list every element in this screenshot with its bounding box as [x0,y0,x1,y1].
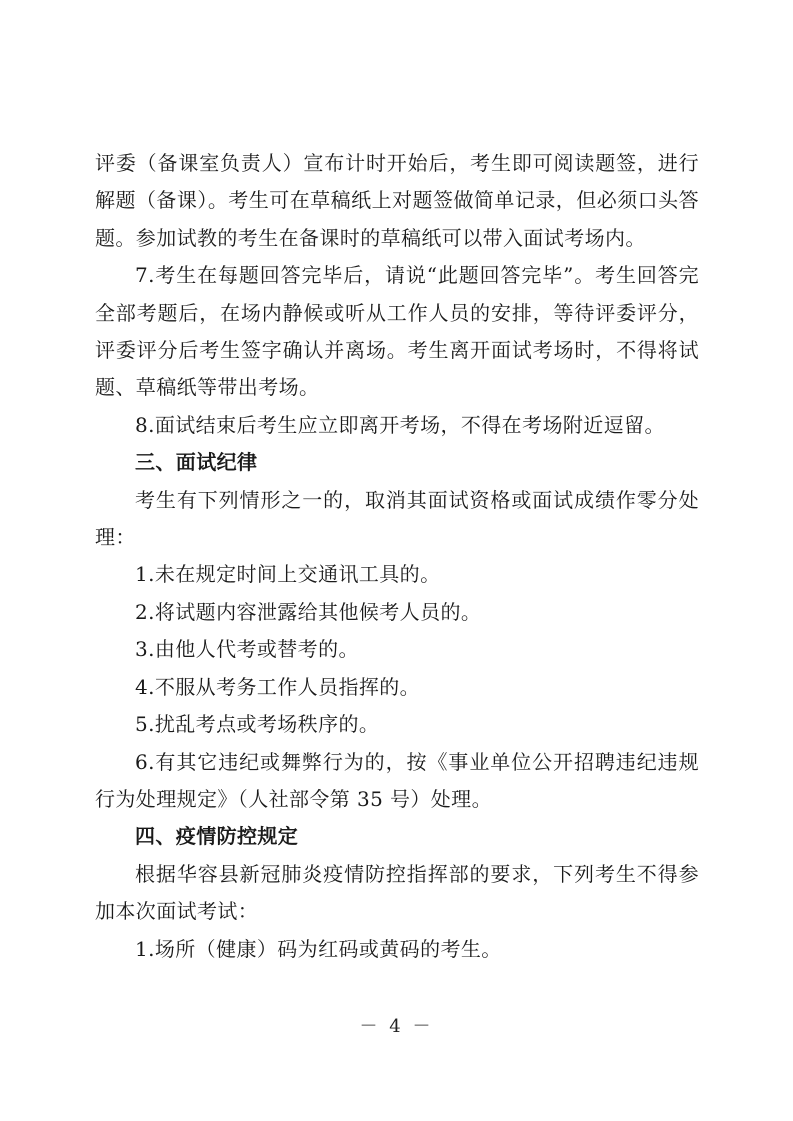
section-3-intro: 考生有下列情形之一的，取消其面试资格或面试成绩作零分处理： [95,487,699,550]
rule-8: 8.面试结束后考生应立即离开考场，不得在考场附近逗留。 [135,412,665,437]
rule-7: 7.考生在每题回答完毕后，请说“此题回答完毕”。考生回答完全部考题后，在场内静候或听从工作人员的安排，等待评委评分，评委评分后考生签字确认并离场。考生离开面试考场时，不得将试题、草稿纸等带出考场。 [95,263,699,400]
discipline-item-5: 5.扰乱考点或考场秩序的。 [135,712,380,737]
discipline-item-2: 2.将试题内容泄露给其他候考人员的。 [135,599,482,624]
section-3-heading: 三、面试纪律 [135,450,258,475]
discipline-item-1: 1.未在规定时间上交通讯工具的。 [135,562,441,587]
section-4-heading: 四、疫情防控规定 [135,824,299,849]
document-body [95,145,699,968]
section-4-intro: 根据华容县新冠肺炎疫情防控指挥部的要求，下列考生不得参加本次面试考试： [95,861,699,924]
epidemic-item-1: 1.场所（健康）码为红码或黄码的考生。 [135,936,502,961]
discipline-item-4: 4.不服从考务工作人员指挥的。 [135,674,421,699]
rule-6-continuation: 评委（备课室负责人）宣布计时开始后，考生即可阅读题签，进行解题（备课）。考生可在草稿纸上对题签做简单记录，但必须口头答题。参加试教的考生在备课时的草稿纸可以带入面试考场内。 [95,151,699,250]
discipline-item-3: 3.由他人代考或替考的。 [135,637,359,662]
discipline-item-6: 6.有其它违纪或舞弊行为的，按《事业单位公开招聘违纪违规行为处理规定》（人社部令第 35 号）处理。 [95,749,699,811]
page-number: － 4 － [359,1016,434,1037]
